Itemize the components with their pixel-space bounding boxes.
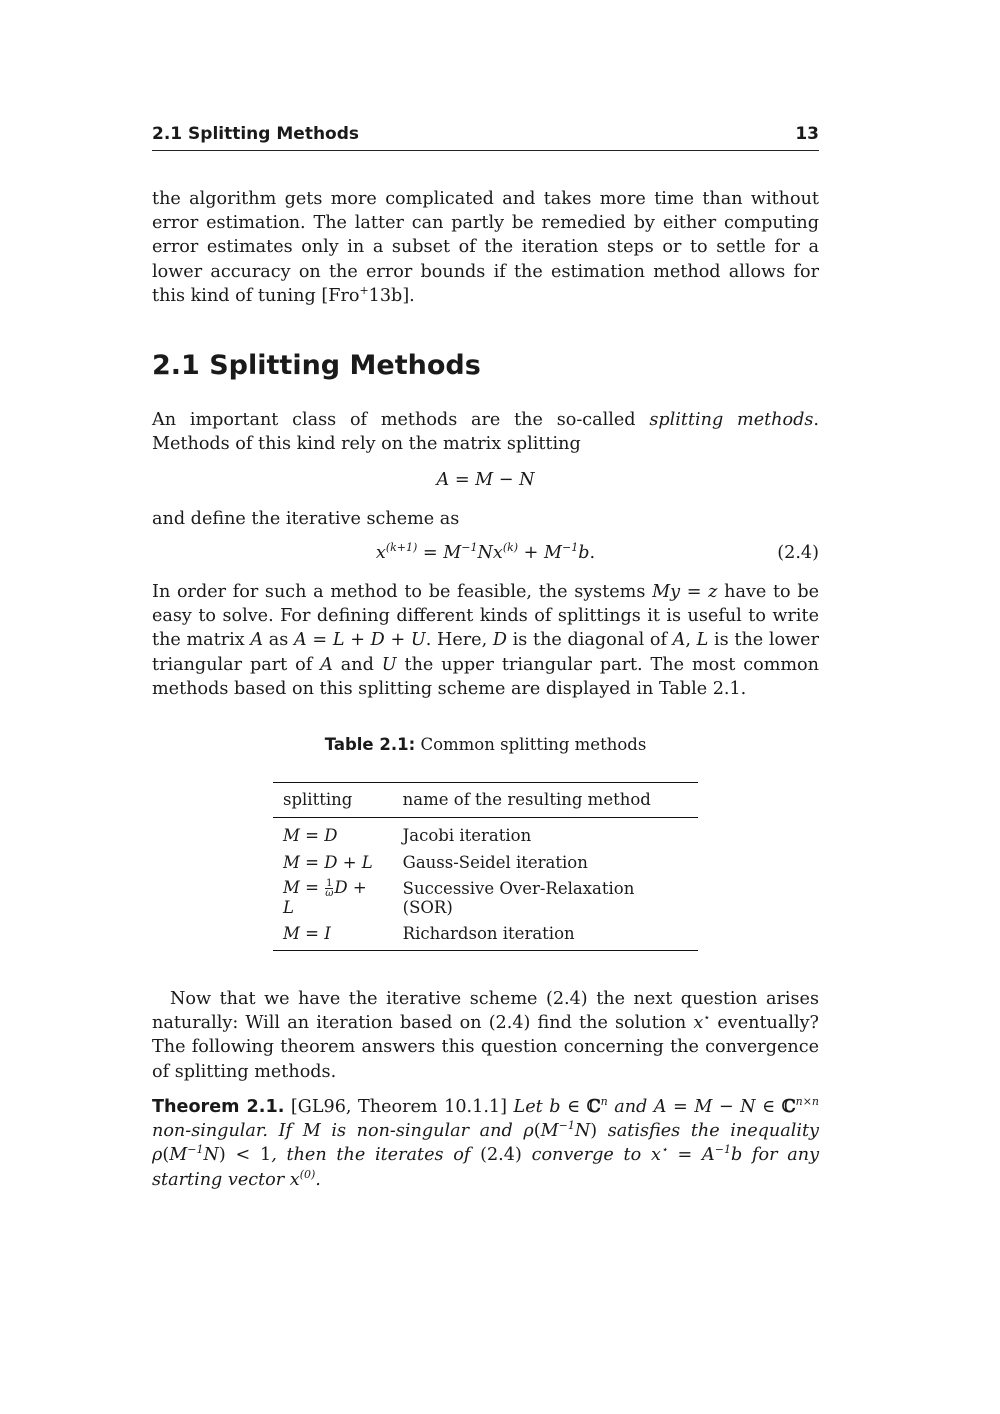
theorem-reference: [GL96, Theorem 10.1.1]	[284, 1097, 507, 1117]
method-cell: Successive Over-Relaxation (SOR)	[402, 878, 635, 917]
splitting-cell: M = I	[273, 920, 393, 951]
equation-iterative-scheme	[152, 543, 819, 563]
theorem-statement: Let b ∈ ℂ$^n$ and A = M − N ∈ ℂ$^{n\times n}$ non-singular. If M is non-singular and $\rho(M^{-1}N)$ satisfies the inequality $\rho(M^{-1}N) < 1$, then the iterates of (2.4) converge to $x^⋆ = A^{-1}b$ for any starting vector $x^{(0)}$.	[152, 1095, 820, 1190]
theorem-2-1	[152, 1095, 819, 1192]
splitting-methods-table	[273, 782, 698, 951]
table-row	[273, 920, 698, 951]
method-cell: Richardson iteration	[393, 920, 698, 951]
splitting-cell: M = $\frac{1}{\omega}$ D + L	[283, 878, 367, 917]
table-header-method: name of the resulting method	[393, 783, 698, 818]
running-header	[152, 122, 819, 151]
splitting-cell: M = D + L	[283, 852, 373, 872]
equation-splitting: A = M − N	[436, 470, 535, 490]
intro-text: the algorithm gets more complicated and takes more time than without error estimation. The latter can partly be remedied by either computing error estimates only in a subset of the iteration steps or to settle for a lower accuracy on the error bounds if the estimation method allows for this kind of tuning	[152, 189, 819, 306]
header-section: 2.1 Splitting Methods	[152, 124, 360, 144]
paragraph-splitting-intro: An important class of methods are the so-called splitting methods. Methods of this kind rely on the matrix splitting	[152, 410, 819, 455]
section-title: 2.1 Splitting Methods	[152, 350, 481, 381]
method-cell: Gauss-Seidel iteration	[402, 852, 588, 872]
table-header-splitting: splitting	[273, 783, 393, 818]
table-row	[273, 818, 698, 849]
splitting-cell: M = D	[283, 825, 338, 845]
method-cell: Jacobi iteration	[402, 825, 532, 845]
table-caption: Table 2.1: Common splitting methods	[324, 735, 647, 754]
table-row	[273, 849, 698, 876]
table-header-row	[273, 783, 698, 818]
paragraph-feasibility: In order for such a method to be feasible, the systems My = z have to be easy to solve. For defining different kinds of splittings it is useful to write the matrix A as A = L + D + U. Here, D is the diagonal of A, L is the lower triangular part of A and U the upper triangular part. The most common methods based on this splitting scheme are displayed in Table 2.1.	[152, 582, 819, 699]
intro-citation: [Fro+13b].	[321, 283, 415, 306]
table-row	[273, 876, 698, 920]
equation-body: $x^{(k+1)} = M^{-1}Nx^{(k)} + M^{-1}b$.	[375, 541, 596, 563]
intro-paragraph	[152, 187, 819, 308]
theorem-head: Theorem 2.1.	[152, 1097, 285, 1117]
equation-number: (2.4)	[777, 543, 819, 563]
page-number: 13	[795, 124, 819, 144]
paragraph-convergence-question: Now that we have the iterative scheme (2.4) the next question arises naturally: Will an iteration based on (2.4) find the solution x⋆ eventually? The following theorem answers this question concerning the convergence of splitting methods.	[152, 989, 819, 1082]
paragraph-define-scheme: and define the iterative scheme as	[152, 509, 460, 529]
emphasis-splitting-methods: splitting methods	[649, 410, 814, 430]
